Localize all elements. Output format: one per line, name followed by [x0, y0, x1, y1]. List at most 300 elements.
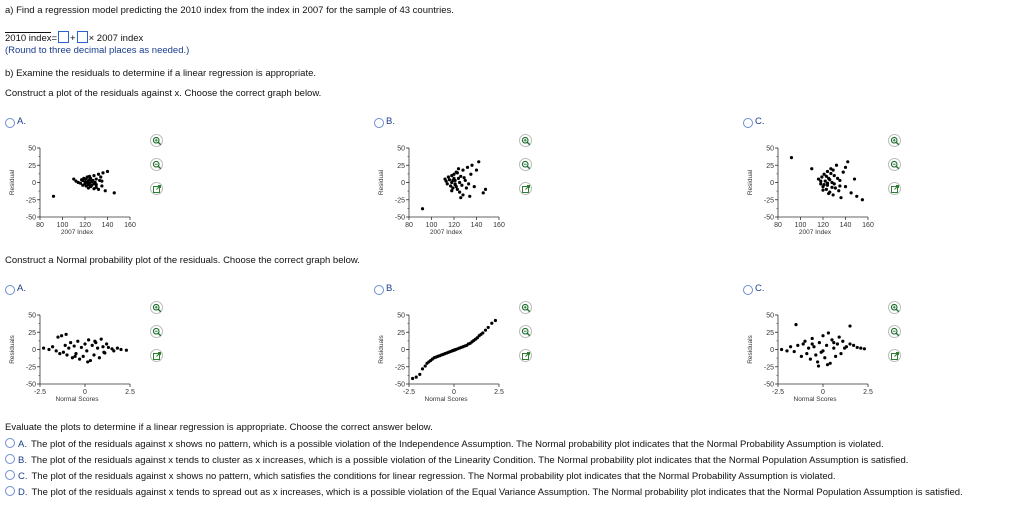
- data-point: [830, 338, 833, 341]
- data-point: [819, 180, 822, 183]
- data-point: [88, 175, 91, 178]
- data-point: [861, 198, 864, 201]
- y-tick-label: 50: [766, 145, 774, 153]
- data-point: [841, 340, 844, 343]
- zoom-out-icon: [152, 160, 162, 170]
- data-point: [814, 353, 817, 356]
- eq-lhs: 2010 index: [5, 33, 52, 44]
- data-point: [95, 183, 98, 186]
- x-tick-label: 0: [83, 389, 87, 396]
- y-tick-label: -25: [763, 364, 774, 372]
- x-axis-label: 2007 Index: [60, 229, 94, 236]
- data-point: [846, 160, 849, 163]
- zoom-in-icon: [890, 303, 900, 313]
- data-point: [98, 356, 101, 359]
- data-point: [832, 168, 835, 171]
- data-point: [863, 347, 866, 350]
- data-point: [65, 353, 68, 356]
- x-tick-label: 2.5: [125, 389, 135, 396]
- data-point: [456, 188, 459, 191]
- y-tick-label: 25: [766, 329, 774, 337]
- data-point: [95, 177, 98, 180]
- data-point: [421, 207, 424, 210]
- y-tick-label: 25: [28, 329, 36, 337]
- answer-d-letter: D.: [18, 487, 28, 498]
- y-tick-label: 50: [28, 145, 36, 153]
- data-point: [457, 167, 460, 170]
- data-point: [65, 333, 68, 336]
- residual-option-c-label: C.: [755, 116, 765, 127]
- y-tick-label: 0: [770, 180, 774, 187]
- data-point: [829, 172, 832, 175]
- y-tick-label: -25: [763, 197, 774, 205]
- data-point: [838, 184, 841, 187]
- data-point: [852, 344, 855, 347]
- data-point: [116, 347, 119, 350]
- data-point: [477, 160, 480, 163]
- normal-plot-a-popout-button[interactable]: [150, 349, 163, 362]
- data-point: [74, 352, 77, 355]
- y-tick-label: 0: [770, 347, 774, 354]
- normal-plot-a-zoom-in-button[interactable]: [150, 301, 163, 314]
- data-point: [100, 338, 103, 341]
- residual-plot-a-zoom-in-button[interactable]: [150, 134, 163, 147]
- y-tick-label: 50: [766, 312, 774, 320]
- data-point: [830, 186, 833, 189]
- data-point: [834, 186, 837, 189]
- y-tick-label: 25: [397, 329, 405, 337]
- residual-option-a-radio[interactable]: [5, 118, 15, 128]
- x-axis-label: Normal Scores: [424, 396, 468, 403]
- y-tick-label: -50: [25, 381, 36, 389]
- residual-plot-b-zoom-out-button[interactable]: [519, 158, 532, 171]
- answer-c-letter: C.: [18, 471, 28, 482]
- popout-icon: [890, 184, 900, 194]
- prompt-normal: Construct a Normal probability plot of the residuals. Choose the correct graph below.: [5, 255, 360, 266]
- data-point: [60, 334, 63, 337]
- data-point: [481, 331, 484, 334]
- data-point: [55, 349, 58, 352]
- data-point: [848, 342, 851, 345]
- x-tick-label: 160: [862, 222, 874, 229]
- data-point: [844, 166, 847, 169]
- data-point: [447, 175, 450, 178]
- data-point: [816, 360, 819, 363]
- x-tick-label: 80: [405, 222, 413, 229]
- y-tick-label: -50: [763, 381, 774, 389]
- x-axis-label: 2007 Index: [429, 229, 463, 236]
- data-point: [836, 342, 839, 345]
- answer-d-text: The plot of the residuals against x tends to spread out as x increases, which is a possible violation of the Equal Variance Assumption. The Normal probability plot indicates that the Normal Population Assumption is satisfied.: [31, 487, 963, 498]
- y-tick-label: -25: [394, 364, 405, 372]
- data-point: [818, 341, 821, 344]
- residual-option-b-radio[interactable]: [374, 118, 384, 128]
- data-point: [838, 335, 841, 338]
- residual-option-b-label: B.: [386, 116, 395, 127]
- data-point: [83, 342, 86, 345]
- answer-a-text: The plot of the residuals against x shows no pattern, which is a possible violation of the Independence Assumption. The Normal probability plot indicates that the Normal Probability Assumption is violated.: [30, 439, 884, 450]
- data-point: [487, 326, 490, 329]
- normal-plot-b-popout-button[interactable]: [519, 349, 532, 362]
- data-point: [458, 181, 461, 184]
- y-tick-label: 0: [401, 180, 405, 187]
- prompt-residual: Construct a plot of the residuals against x. Choose the correct graph below.: [5, 88, 322, 99]
- y-tick-label: 50: [397, 312, 405, 320]
- data-point: [463, 176, 466, 179]
- data-point: [96, 347, 99, 350]
- data-point: [465, 186, 468, 189]
- data-point: [98, 179, 101, 182]
- data-point: [484, 329, 487, 332]
- data-point: [826, 363, 829, 366]
- zoom-in-icon: [152, 303, 162, 313]
- y-axis-label: Residuals: [378, 335, 385, 364]
- y-axis-label: Residual: [9, 169, 16, 196]
- data-point: [74, 355, 77, 358]
- data-point: [80, 346, 83, 349]
- data-point: [821, 349, 824, 352]
- data-point: [71, 356, 74, 359]
- data-point: [125, 349, 128, 352]
- data-point: [856, 346, 859, 349]
- data-point: [826, 182, 829, 185]
- data-point: [853, 177, 856, 180]
- data-point: [832, 193, 835, 196]
- x-tick-label: 140: [470, 222, 483, 229]
- answer-a-letter: A.: [18, 439, 27, 450]
- data-point: [823, 183, 826, 186]
- data-point: [411, 377, 414, 380]
- answer-c-text: The plot of the residuals against x shows no pattern, which satisfies the conditions for linear regression. The Normal probability plot indicates that the Normal Probability Assumption is violated.: [31, 471, 836, 482]
- data-point: [100, 184, 103, 187]
- data-point: [107, 346, 110, 349]
- data-point: [460, 184, 463, 187]
- data-point: [52, 195, 55, 198]
- data-point: [459, 175, 462, 178]
- data-point: [803, 340, 806, 343]
- x-tick-label: 160: [124, 222, 136, 229]
- residual-plot-b: [369, 135, 544, 245]
- regression-equation: [5, 31, 143, 44]
- answer-d-radio[interactable]: [5, 486, 15, 496]
- normal-plot-b-zoom-in-button[interactable]: [519, 301, 532, 314]
- answer-b-text: The plot of the residuals against x tends to cluster as x increases, which is a possible violation of the Linearity Condition. The Normal probability plot indicates that the Normal Population Assumption is satisfied.: [30, 455, 909, 466]
- data-point: [812, 345, 815, 348]
- popout-icon: [521, 184, 531, 194]
- answer-option-d[interactable]: [5, 486, 963, 498]
- data-point: [780, 348, 783, 351]
- data-point: [825, 175, 828, 178]
- popout-icon: [152, 184, 162, 194]
- y-tick-label: 25: [397, 162, 405, 170]
- slope-input[interactable]: [77, 31, 88, 43]
- data-point: [468, 195, 471, 198]
- y-tick-label: -50: [394, 214, 405, 222]
- data-point: [67, 347, 70, 350]
- data-point: [58, 352, 61, 355]
- data-point: [494, 319, 497, 322]
- x-tick-label: 0: [821, 389, 825, 396]
- answer-b-radio[interactable]: [5, 454, 15, 464]
- zoom-out-icon: [521, 160, 531, 170]
- x-tick-label: 100: [425, 222, 438, 229]
- answer-option-c[interactable]: [5, 470, 836, 482]
- data-point: [78, 358, 81, 361]
- normal-plot-c-zoom-out-button[interactable]: [888, 325, 901, 338]
- x-axis-label: Normal Scores: [793, 396, 837, 403]
- data-point: [819, 182, 822, 185]
- residual-option-a-label: A.: [17, 116, 26, 127]
- x-tick-label: 0: [452, 389, 456, 396]
- x-axis-label: Normal Scores: [55, 396, 99, 403]
- data-point: [101, 345, 104, 348]
- data-point: [470, 164, 473, 167]
- x-tick-label: 80: [774, 222, 782, 229]
- data-point: [790, 156, 793, 159]
- y-tick-label: 25: [766, 162, 774, 170]
- x-tick-label: -2.5: [402, 389, 416, 396]
- data-point: [105, 342, 108, 345]
- data-point: [821, 188, 824, 191]
- data-point: [811, 342, 814, 345]
- data-point: [825, 344, 828, 347]
- data-point: [836, 177, 839, 180]
- answer-c-radio[interactable]: [5, 470, 15, 480]
- zoom-in-icon: [521, 136, 531, 146]
- data-point: [73, 344, 76, 347]
- answer-option-b[interactable]: [5, 454, 908, 466]
- data-point: [101, 171, 104, 174]
- zoom-out-icon: [890, 160, 900, 170]
- data-point: [456, 171, 459, 174]
- data-point: [805, 352, 808, 355]
- data-point: [835, 164, 838, 167]
- zoom-in-icon: [890, 136, 900, 146]
- data-point: [839, 196, 842, 199]
- data-point: [825, 188, 828, 191]
- data-point: [823, 356, 826, 359]
- answer-b-letter: B.: [18, 455, 27, 466]
- data-point: [87, 338, 90, 341]
- residual-plot-c-zoom-out-button[interactable]: [888, 158, 901, 171]
- data-point: [82, 355, 85, 358]
- y-tick-label: -50: [763, 214, 774, 222]
- data-point: [446, 182, 449, 185]
- data-point: [827, 192, 830, 195]
- data-point: [800, 355, 803, 358]
- data-point: [833, 182, 836, 185]
- data-point: [119, 348, 122, 351]
- data-point: [76, 340, 79, 343]
- data-point: [106, 170, 109, 173]
- data-point: [47, 348, 50, 351]
- x-tick-label: 140: [101, 222, 114, 229]
- data-point: [807, 347, 810, 350]
- data-point: [459, 196, 462, 199]
- popout-icon: [890, 351, 900, 361]
- data-point: [86, 360, 89, 363]
- data-point: [424, 364, 427, 367]
- data-point: [451, 179, 454, 182]
- y-tick-label: 50: [28, 312, 36, 320]
- data-point: [793, 350, 796, 353]
- residual-plot-a-popout-button[interactable]: [150, 182, 163, 195]
- zoom-in-icon: [521, 303, 531, 313]
- normal-plot-a-zoom-out-button[interactable]: [150, 325, 163, 338]
- x-tick-label: 160: [493, 222, 505, 229]
- data-point: [451, 186, 454, 189]
- zoom-in-icon: [152, 136, 162, 146]
- data-point: [794, 323, 797, 326]
- data-point: [821, 334, 824, 337]
- data-point: [845, 345, 848, 348]
- x-tick-label: 100: [794, 222, 807, 229]
- y-tick-label: 25: [28, 162, 36, 170]
- data-point: [829, 362, 832, 365]
- data-point: [92, 353, 95, 356]
- data-point: [418, 373, 421, 376]
- residual-plot-b-popout-button[interactable]: [519, 182, 532, 195]
- data-point: [421, 367, 424, 370]
- x-tick-label: 2.5: [494, 389, 504, 396]
- normal-plot-c-popout-button[interactable]: [888, 349, 901, 362]
- x-tick-label: 2.5: [863, 389, 873, 396]
- data-point: [469, 173, 472, 176]
- zoom-out-icon: [152, 327, 162, 337]
- data-point: [85, 349, 88, 352]
- residual-plot-a-zoom-out-button[interactable]: [150, 158, 163, 171]
- data-point: [482, 191, 485, 194]
- answer-a-radio[interactable]: [5, 438, 15, 448]
- data-point: [448, 178, 451, 181]
- x-axis-label: 2007 Index: [798, 229, 832, 236]
- normal-option-b-label: B.: [386, 283, 395, 294]
- data-point: [809, 358, 812, 361]
- data-point: [97, 188, 100, 191]
- data-point: [848, 324, 851, 327]
- normal-option-a-label: A.: [17, 283, 26, 294]
- data-point: [450, 189, 453, 192]
- normal-plot-c-zoom-in-button[interactable]: [888, 301, 901, 314]
- data-point: [455, 185, 458, 188]
- data-point: [445, 180, 448, 183]
- round-note: (Round to three decimal places as needed.): [5, 45, 190, 56]
- data-point: [99, 175, 102, 178]
- data-point: [461, 168, 464, 171]
- data-point: [113, 191, 116, 194]
- eq-equals: =: [51, 33, 58, 44]
- y-tick-label: -25: [394, 197, 405, 205]
- residual-plot-c-zoom-in-button[interactable]: [888, 134, 901, 147]
- y-tick-label: -50: [394, 381, 405, 389]
- data-point: [834, 355, 837, 358]
- data-point: [458, 191, 461, 194]
- data-point: [820, 175, 823, 178]
- data-point: [490, 322, 493, 325]
- residual-plot-b-zoom-in-button[interactable]: [519, 134, 532, 147]
- y-tick-label: 0: [32, 180, 36, 187]
- intercept-input[interactable]: [58, 31, 69, 43]
- data-point: [461, 193, 464, 196]
- x-tick-label: 100: [56, 222, 69, 229]
- normal-plot-c: [738, 302, 913, 412]
- data-point: [832, 347, 835, 350]
- data-point: [855, 195, 858, 198]
- y-axis-label: Residual: [378, 169, 385, 196]
- data-point: [92, 187, 95, 190]
- data-point: [859, 347, 862, 350]
- y-axis-label: Residuals: [9, 335, 16, 364]
- data-point: [473, 185, 476, 188]
- y-tick-label: 0: [401, 347, 405, 354]
- data-point: [811, 337, 814, 340]
- normal-plot-b-zoom-out-button[interactable]: [519, 325, 532, 338]
- x-tick-label: 120: [448, 222, 460, 229]
- residual-plot-a: [0, 135, 175, 245]
- x-tick-label: 120: [817, 222, 829, 229]
- data-point: [810, 167, 813, 170]
- data-point: [92, 174, 95, 177]
- normal-option-b-radio[interactable]: [374, 285, 384, 295]
- data-point: [89, 359, 92, 362]
- y-tick-label: -50: [25, 214, 36, 222]
- data-point: [467, 182, 470, 185]
- part-a-text: a) Find a regression model predicting the 2010 index from the index in 2007 for the sample of 43 countries.: [5, 5, 454, 16]
- normal-option-a-radio[interactable]: [5, 285, 15, 295]
- data-point: [454, 182, 457, 185]
- data-point: [833, 174, 836, 177]
- data-point: [97, 173, 100, 176]
- part-b-text: b) Examine the residuals to determine if a linear regression is appropriate.: [5, 68, 317, 79]
- y-tick-label: 50: [397, 145, 405, 153]
- data-point: [850, 191, 853, 194]
- data-point: [69, 341, 72, 344]
- data-point: [102, 351, 105, 354]
- data-point: [817, 364, 820, 367]
- normal-option-c-radio[interactable]: [743, 285, 753, 295]
- data-point: [844, 185, 847, 188]
- residual-plot-c: [738, 135, 913, 245]
- eq-plus: +: [70, 33, 76, 44]
- data-point: [51, 345, 54, 348]
- data-point: [832, 341, 835, 344]
- x-tick-label: -2.5: [33, 389, 47, 396]
- normal-option-c-label: C.: [755, 283, 765, 294]
- data-point: [796, 344, 799, 347]
- residual-option-c-radio[interactable]: [743, 118, 753, 128]
- y-axis-label: Residual: [747, 169, 754, 196]
- evaluate-text: Evaluate the plots to determine if a linear regression is appropriate. Choose the correct answer below.: [5, 422, 433, 433]
- y-axis-label: Residuals: [747, 335, 754, 364]
- data-point: [64, 344, 67, 347]
- data-point: [785, 349, 788, 352]
- data-point: [56, 335, 59, 338]
- x-tick-label: 80: [36, 222, 44, 229]
- data-point: [42, 347, 45, 350]
- answer-option-a[interactable]: [5, 438, 884, 450]
- eq-rhs: × 2007 index: [88, 33, 144, 44]
- x-tick-label: 140: [839, 222, 852, 229]
- y-tick-label: -25: [25, 197, 36, 205]
- residual-plot-c-popout-button[interactable]: [888, 182, 901, 195]
- popout-icon: [152, 351, 162, 361]
- x-tick-label: -2.5: [771, 389, 785, 396]
- data-point: [475, 168, 478, 171]
- data-point: [484, 188, 487, 191]
- normal-plot-a: [0, 302, 175, 412]
- data-point: [827, 331, 830, 334]
- data-point: [842, 171, 845, 174]
